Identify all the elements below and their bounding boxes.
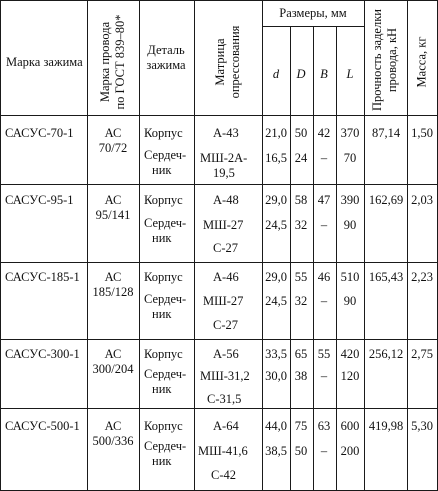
row-4-matrix-3: С-31,5 — [207, 392, 242, 406]
header-strength-line2: провода, кН — [385, 27, 399, 93]
rule-col-d — [290, 27, 291, 491]
row-1-detail-core-a: Сердеч- — [144, 148, 187, 162]
header-mass: Масса, кг — [414, 36, 429, 88]
row-3-B-1: 46 — [317, 270, 331, 284]
row-1-L-2: 70 — [343, 151, 357, 165]
header-B: B — [320, 67, 328, 81]
row-4-d-2: 30,0 — [265, 369, 287, 383]
row-3-d-2: 24,5 — [265, 294, 287, 308]
rule-col-matrix — [262, 0, 263, 491]
row-2-B-1: 47 — [317, 193, 331, 207]
row-5-D-1: 75 — [294, 419, 308, 433]
row-5-matrix-2: МШ-41,6 — [198, 444, 248, 458]
rule-col-wire — [139, 0, 140, 491]
row-1-D-1: 50 — [294, 126, 308, 140]
row-5-strength: 419,98 — [368, 419, 404, 433]
row-5-matrix-3: С-42 — [211, 468, 236, 482]
row-4-B-1: 55 — [317, 347, 331, 361]
row-2-D-1: 58 — [294, 193, 308, 207]
header-matrix: Матрица опрессования — [213, 25, 242, 99]
header-brand: Марка зажима — [6, 55, 83, 69]
row-3-brand: САСУС-185-1 — [5, 270, 80, 284]
row-3-L-1: 510 — [340, 270, 360, 284]
row-2-detail-core-a: Сердеч- — [144, 216, 187, 230]
row-5-d-2: 38,5 — [265, 444, 287, 458]
row-5-brand: САСУС-500-1 — [5, 419, 80, 433]
row-1-brand: САСУС-70-1 — [5, 126, 74, 140]
row-2-mass: 2,03 — [411, 193, 433, 207]
header-detail — [139, 43, 194, 73]
row-4-mass: 2,75 — [411, 347, 433, 361]
row-4-D-1: 65 — [294, 347, 308, 361]
row-4-strength: 256,12 — [368, 347, 404, 361]
rule-col-strength — [407, 0, 408, 491]
row-2-matrix-3: С-27 — [213, 241, 238, 255]
header-D: D — [296, 67, 306, 81]
row-2-strength: 162,69 — [368, 193, 404, 207]
header-sizes: Размеры, мм — [279, 6, 347, 20]
row-3-B-2: – — [320, 294, 328, 308]
header-d: d — [272, 67, 280, 81]
row-2-d-1: 29,0 — [265, 193, 287, 207]
row-4-matrix-1: А-56 — [213, 347, 239, 361]
row-2-detail-body: Корпус — [144, 193, 183, 207]
row-2-wire-type: АС — [104, 193, 122, 207]
row-4-matrix-2: МШ-31,2 — [200, 369, 250, 383]
row-1-d-1: 21,0 — [265, 126, 287, 140]
row-3-matrix-1: А-46 — [213, 270, 239, 284]
row-5-detail-core-a: Сердеч- — [144, 439, 187, 453]
row-3-matrix-2: МШ-27 — [203, 294, 244, 308]
row-2-brand: САСУС-95-1 — [5, 193, 74, 207]
row-3-detail-core-b: ник — [152, 307, 172, 321]
row-4-detail-body: Корпус — [144, 347, 183, 361]
row-5-D-2: 50 — [294, 444, 308, 458]
header-wire — [98, 14, 128, 109]
row-2-B-2: – — [320, 218, 328, 232]
rule-header-bottom — [0, 115, 438, 116]
row-3-detail-body: Корпус — [144, 270, 183, 284]
row-1-strength: 87,14 — [371, 126, 401, 140]
row-3-matrix-3: С-27 — [213, 318, 238, 332]
row-4-d-1: 33,5 — [265, 347, 287, 361]
rule-col-B — [336, 27, 337, 491]
header-strength-line1: Прочность заделки — [370, 9, 384, 111]
row-2-d-2: 24,5 — [265, 218, 287, 232]
row-1-L-1: 370 — [340, 126, 360, 140]
row-2-wire-section: 95/141 — [95, 208, 131, 222]
row-1-detail-core-b: ник — [152, 163, 172, 177]
row-1-mass: 1,50 — [411, 126, 433, 140]
row-3-detail-core-a: Сердеч- — [144, 292, 187, 306]
row-1-matrix-3: 19,5 — [213, 166, 235, 180]
row-1-D-2: 24 — [294, 151, 308, 165]
header-wire-line2: по ГОСТ 839–80* — [113, 14, 127, 110]
row-4-wire-section: 300/204 — [92, 362, 134, 376]
rule-col-brand — [87, 0, 88, 491]
row-2-L-2: 90 — [343, 218, 357, 232]
row-3-wire-type: АС — [104, 270, 122, 284]
row-5-d-1: 44,0 — [265, 419, 287, 433]
row-5-wire-section: 500/336 — [92, 434, 134, 448]
row-4-wire-type: АС — [104, 347, 122, 361]
row-3-wire-section: 185/128 — [92, 285, 134, 299]
header-strength — [370, 9, 400, 111]
row-5-mass: 5,30 — [411, 419, 433, 433]
row-1-matrix-1: А-43 — [213, 126, 239, 140]
row-5-wire-type: АС — [104, 419, 122, 433]
row-2-detail-core-b: ник — [152, 231, 172, 245]
rule-col-L — [364, 0, 365, 491]
row-5-detail-core-b: ник — [152, 454, 172, 468]
row-3-L-2: 90 — [343, 294, 357, 308]
row-2-matrix-2: МШ-27 — [203, 218, 244, 232]
row-5-B-1: 63 — [317, 419, 331, 433]
row-1-wire-section: 70/72 — [98, 141, 128, 155]
rule-col-detail — [194, 0, 195, 491]
row-3-D-2: 32 — [294, 294, 308, 308]
row-4-detail-core-b: ник — [152, 382, 172, 396]
row-3-mass: 2,23 — [411, 270, 433, 284]
row-5-L-2: 200 — [340, 444, 360, 458]
row-1-B-2: – — [320, 151, 328, 165]
header-detail-text: Деталь зажима — [146, 43, 186, 72]
header-L: L — [346, 67, 354, 81]
row-4-detail-core-a: Сердеч- — [144, 367, 187, 381]
row-5-matrix-1: А-64 — [213, 419, 239, 433]
row-5-L-1: 600 — [340, 419, 360, 433]
row-1-matrix-2: МШ-2А- — [200, 151, 248, 165]
rule-row-4 — [0, 408, 438, 409]
row-5-B-2: – — [320, 444, 328, 458]
row-1-d-2: 16,5 — [265, 151, 287, 165]
row-4-L-1: 420 — [340, 347, 360, 361]
row-3-strength: 165,43 — [368, 270, 404, 284]
row-2-L-1: 390 — [340, 193, 360, 207]
header-wire-line1: Марка провода — [98, 21, 112, 103]
rule-top — [0, 0, 438, 1]
rule-row-3 — [0, 339, 438, 340]
row-4-D-2: 38 — [294, 369, 308, 383]
rule-row-1 — [0, 184, 438, 185]
row-2-D-2: 32 — [294, 218, 308, 232]
row-1-detail-body: Корпус — [144, 126, 183, 140]
row-4-L-2: 120 — [340, 369, 360, 383]
row-5-detail-body: Корпус — [144, 419, 183, 433]
row-3-d-1: 29,0 — [265, 270, 287, 284]
row-1-B-1: 42 — [317, 126, 331, 140]
row-4-B-2: – — [320, 369, 328, 383]
row-3-D-1: 55 — [294, 270, 308, 284]
rule-row-2 — [0, 262, 438, 263]
row-1-wire-type: АС — [104, 126, 122, 140]
rule-col-D — [313, 27, 314, 491]
row-4-brand: САСУС-300-1 — [5, 347, 80, 361]
rule-left — [0, 0, 1, 491]
row-2-matrix-1: А-48 — [213, 193, 239, 207]
